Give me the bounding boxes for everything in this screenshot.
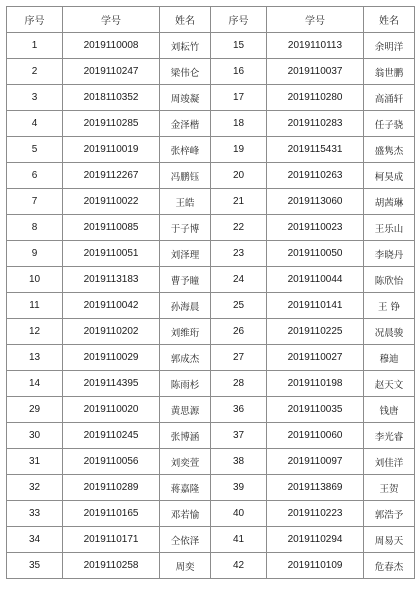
- cell-name-left: 孙海晨: [160, 293, 211, 319]
- cell-student-id-right: 2019110035: [267, 397, 364, 423]
- cell-student-id-right: 2019110294: [267, 527, 364, 553]
- cell-student-id-right: 2019110023: [267, 215, 364, 241]
- cell-seq-left: 5: [7, 137, 63, 163]
- cell-name-left: 曹予瞳: [160, 267, 211, 293]
- cell-student-id-left: 2019110289: [63, 475, 160, 501]
- cell-name-right: 王 铮: [364, 293, 415, 319]
- cell-seq-right: 20: [211, 163, 267, 189]
- cell-name-right: 钱唐: [364, 397, 415, 423]
- table-row: [7, 475, 415, 501]
- cell-name-right: 高涌轩: [364, 85, 415, 111]
- cell-name-left: 金泽楷: [160, 111, 211, 137]
- header-seq-right: 序号: [211, 7, 267, 33]
- cell-name-right: 况晨骏: [364, 319, 415, 345]
- cell-name-left: 张梓峰: [160, 137, 211, 163]
- header-row: [7, 7, 415, 33]
- cell-seq-left: 34: [7, 527, 63, 553]
- cell-student-id-right: 2019110198: [267, 371, 364, 397]
- cell-student-id-left: 2019110029: [63, 345, 160, 371]
- cell-name-left: 周奕: [160, 553, 211, 579]
- cell-name-left: 刘奕萱: [160, 449, 211, 475]
- cell-student-id-right: 2019110109: [267, 553, 364, 579]
- cell-seq-right: 28: [211, 371, 267, 397]
- cell-seq-right: 27: [211, 345, 267, 371]
- cell-name-right: 郭浩予: [364, 501, 415, 527]
- cell-name-left: 于子博: [160, 215, 211, 241]
- cell-name-left: 冯鹏钰: [160, 163, 211, 189]
- cell-student-id-right: 2019110141: [267, 293, 364, 319]
- table-row: [7, 449, 415, 475]
- table-row: [7, 163, 415, 189]
- cell-seq-right: 24: [211, 267, 267, 293]
- cell-name-right: 任子骁: [364, 111, 415, 137]
- cell-seq-right: 39: [211, 475, 267, 501]
- roster-sheet: [6, 6, 414, 579]
- cell-student-id-right: 2019110044: [267, 267, 364, 293]
- cell-name-left: 周竣凝: [160, 85, 211, 111]
- cell-student-id-right: 2019113869: [267, 475, 364, 501]
- cell-name-right: 王乐山: [364, 215, 415, 241]
- cell-seq-left: 9: [7, 241, 63, 267]
- table-row: [7, 267, 415, 293]
- cell-student-id-left: 2019110042: [63, 293, 160, 319]
- cell-name-right: 陈欣怡: [364, 267, 415, 293]
- cell-student-id-right: 2019110060: [267, 423, 364, 449]
- roster-body: [7, 33, 415, 579]
- cell-name-right: 周易天: [364, 527, 415, 553]
- cell-student-id-right: 2019110283: [267, 111, 364, 137]
- header-seq-left: 序号: [7, 7, 63, 33]
- table-row: [7, 215, 415, 241]
- cell-student-id-right: 2019110225: [267, 319, 364, 345]
- cell-student-id-left: 2019110285: [63, 111, 160, 137]
- table-row: [7, 85, 415, 111]
- cell-seq-left: 13: [7, 345, 63, 371]
- table-row: [7, 527, 415, 553]
- cell-name-right: 胡茜琳: [364, 189, 415, 215]
- cell-student-id-left: 2019110247: [63, 59, 160, 85]
- cell-seq-right: 18: [211, 111, 267, 137]
- cell-student-id-left: 2019114395: [63, 371, 160, 397]
- cell-student-id-left: 2019110165: [63, 501, 160, 527]
- cell-seq-left: 33: [7, 501, 63, 527]
- cell-seq-right: 25: [211, 293, 267, 319]
- cell-name-left: 仝依泽: [160, 527, 211, 553]
- cell-name-right: 柯昊成: [364, 163, 415, 189]
- cell-student-id-right: 2019110113: [267, 33, 364, 59]
- table-row: [7, 241, 415, 267]
- cell-seq-right: 15: [211, 33, 267, 59]
- cell-student-id-left: 2019113183: [63, 267, 160, 293]
- table-row: [7, 59, 415, 85]
- cell-student-id-left: 2019110085: [63, 215, 160, 241]
- header-name-left: 姓名: [160, 7, 211, 33]
- cell-name-right: 危春杰: [364, 553, 415, 579]
- cell-seq-right: 26: [211, 319, 267, 345]
- cell-name-right: 赵天文: [364, 371, 415, 397]
- cell-seq-left: 6: [7, 163, 63, 189]
- cell-name-left: 张博涵: [160, 423, 211, 449]
- cell-student-id-left: 2019110019: [63, 137, 160, 163]
- cell-student-id-right: 2019110280: [267, 85, 364, 111]
- table-row: [7, 423, 415, 449]
- cell-seq-left: 11: [7, 293, 63, 319]
- table-row: [7, 111, 415, 137]
- cell-student-id-left: 2019112267: [63, 163, 160, 189]
- cell-seq-left: 12: [7, 319, 63, 345]
- cell-student-id-right: 2019110050: [267, 241, 364, 267]
- cell-seq-left: 2: [7, 59, 63, 85]
- table-row: [7, 397, 415, 423]
- table-row: [7, 371, 415, 397]
- table-row: [7, 553, 415, 579]
- cell-seq-right: 40: [211, 501, 267, 527]
- cell-student-id-left: 2019110022: [63, 189, 160, 215]
- table-row: [7, 137, 415, 163]
- cell-student-id-left: 2019110258: [63, 553, 160, 579]
- cell-student-id-right: 2019115431: [267, 137, 364, 163]
- cell-seq-right: 19: [211, 137, 267, 163]
- cell-student-id-right: 2019110027: [267, 345, 364, 371]
- roster-table: [6, 6, 415, 579]
- cell-name-left: 刘耘竹: [160, 33, 211, 59]
- cell-student-id-left: 2019110056: [63, 449, 160, 475]
- cell-name-left: 刘泽理: [160, 241, 211, 267]
- table-row: [7, 501, 415, 527]
- cell-seq-left: 31: [7, 449, 63, 475]
- cell-student-id-left: 2019110020: [63, 397, 160, 423]
- cell-seq-right: 21: [211, 189, 267, 215]
- cell-student-id-left: 2019110051: [63, 241, 160, 267]
- cell-name-right: 李晓丹: [364, 241, 415, 267]
- cell-name-right: 盛隽杰: [364, 137, 415, 163]
- cell-seq-left: 10: [7, 267, 63, 293]
- cell-name-left: 王皓: [160, 189, 211, 215]
- cell-name-left: 黄思源: [160, 397, 211, 423]
- cell-seq-right: 42: [211, 553, 267, 579]
- cell-name-left: 陈雨杉: [160, 371, 211, 397]
- cell-name-right: 翁世鹏: [364, 59, 415, 85]
- cell-student-id-right: 2019110097: [267, 449, 364, 475]
- cell-name-right: 穆迪: [364, 345, 415, 371]
- table-row: [7, 345, 415, 371]
- cell-seq-left: 32: [7, 475, 63, 501]
- cell-student-id-right: 2019113060: [267, 189, 364, 215]
- cell-seq-left: 4: [7, 111, 63, 137]
- cell-name-right: 余明洋: [364, 33, 415, 59]
- cell-seq-left: 8: [7, 215, 63, 241]
- cell-name-left: 邓若愉: [160, 501, 211, 527]
- cell-student-id-right: 2019110263: [267, 163, 364, 189]
- cell-seq-right: 41: [211, 527, 267, 553]
- cell-seq-left: 1: [7, 33, 63, 59]
- cell-seq-left: 14: [7, 371, 63, 397]
- cell-name-left: 刘维珩: [160, 319, 211, 345]
- header-name-right: 姓名: [364, 7, 415, 33]
- cell-seq-left: 35: [7, 553, 63, 579]
- cell-seq-right: 36: [211, 397, 267, 423]
- cell-name-left: 蒋嘉隆: [160, 475, 211, 501]
- cell-seq-left: 7: [7, 189, 63, 215]
- table-row: [7, 33, 415, 59]
- header-id-left: 学号: [63, 7, 160, 33]
- cell-student-id-left: 2019110008: [63, 33, 160, 59]
- cell-seq-right: 22: [211, 215, 267, 241]
- cell-name-left: 梁伟仑: [160, 59, 211, 85]
- cell-student-id-left: 2018110352: [63, 85, 160, 111]
- cell-name-right: 李光睿: [364, 423, 415, 449]
- header-id-right: 学号: [267, 7, 364, 33]
- cell-name-right: 王贺: [364, 475, 415, 501]
- cell-seq-left: 30: [7, 423, 63, 449]
- cell-name-right: 刘佳洋: [364, 449, 415, 475]
- cell-seq-right: 38: [211, 449, 267, 475]
- table-row: [7, 293, 415, 319]
- cell-seq-right: 23: [211, 241, 267, 267]
- cell-student-id-left: 2019110202: [63, 319, 160, 345]
- cell-seq-right: 16: [211, 59, 267, 85]
- cell-seq-right: 37: [211, 423, 267, 449]
- cell-student-id-right: 2019110037: [267, 59, 364, 85]
- cell-student-id-left: 2019110171: [63, 527, 160, 553]
- cell-seq-right: 17: [211, 85, 267, 111]
- cell-seq-left: 3: [7, 85, 63, 111]
- table-row: [7, 189, 415, 215]
- table-row: [7, 319, 415, 345]
- cell-student-id-left: 2019110245: [63, 423, 160, 449]
- cell-student-id-right: 2019110223: [267, 501, 364, 527]
- cell-seq-left: 29: [7, 397, 63, 423]
- cell-name-left: 郭成杰: [160, 345, 211, 371]
